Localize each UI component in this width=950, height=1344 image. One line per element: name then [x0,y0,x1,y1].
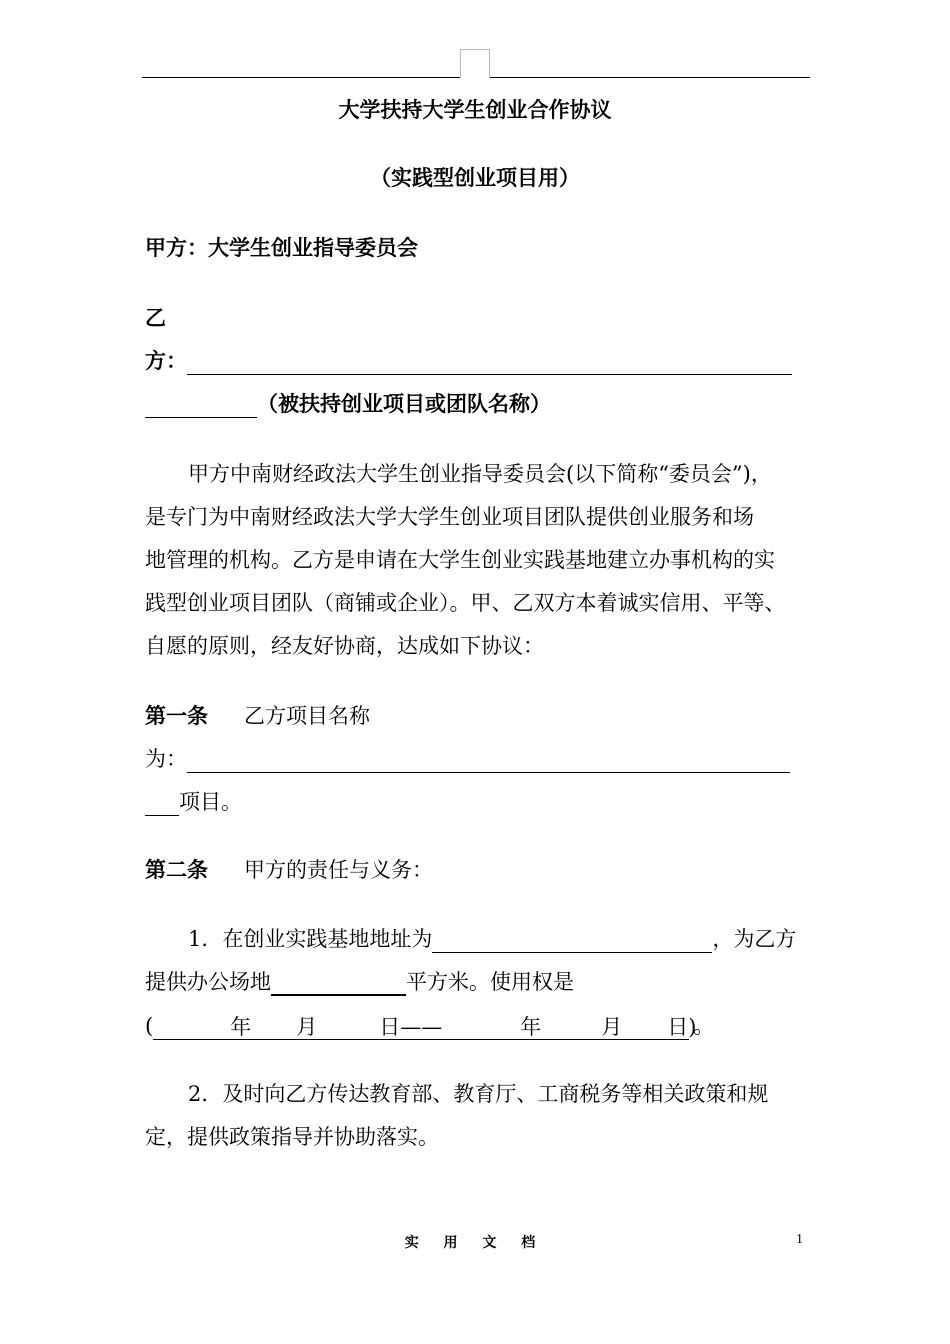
article2-text: 甲方的责任与义务： [244,858,433,882]
party-b-line [145,347,792,375]
address-blank [432,928,712,953]
article1-project-suffix: 项目。 [179,790,242,814]
header-box [460,49,490,78]
item1-text-d: 平方米。使用权是 [406,970,574,994]
item1-line2 [145,968,574,996]
date-month1: 月 [296,1015,318,1039]
date-day2: 日) [667,1015,697,1039]
intro-line-5: 自愿的原则，经友好协商，达成如下协议： [145,634,544,658]
article1-text: 乙方项目名称 [244,704,370,728]
footer-label: 实 用 文 档 [404,1235,546,1251]
article1-line [145,702,370,730]
project-name-blank [187,748,790,773]
date-month2: 月 [601,1015,623,1039]
date-open: ( [145,1014,154,1038]
item1-text-a: 1．在创业实践基地地址为 [188,927,433,951]
date-range-blank [153,1015,697,1040]
item2-line1: 2．及时向乙方传达教育部、教育厅、工商税务等相关政策和规 [188,1082,769,1106]
article1-for-label: 为： [145,747,187,771]
document-subtitle: （实践型创业项目用） [370,166,580,190]
article1-line3 [145,788,242,816]
intro-line-4: 践型创业项目团队（商铺或企业）。甲、乙双方本着诚实信用、平等、 [145,591,786,615]
intro-line-2: 是专门为中南财经政法大学大学生创业项目团队提供创业服务和场 [145,505,754,529]
party-b-note: （被扶持创业项目或团队名称） [257,392,551,416]
party-b-note-line [145,390,551,418]
item1-line1 [188,925,796,953]
party-a: 甲方：大学生创业指导委员会 [145,236,418,260]
date-close: 。 [693,1014,715,1038]
article1-line2 [145,745,790,773]
item2-line2: 定，提供政策指导并协助落实。 [145,1125,439,1149]
party-b-name-blank [145,393,257,418]
project-name-blank-2 [145,791,179,816]
date-year1: 年 [230,1015,252,1039]
intro-line-1: 甲方中南财经政法大学生创业指导委员会(以下简称“委员会”)， [188,462,772,486]
document-title: 大学扶持大学生创业合作协议 [338,98,612,122]
page-number: 1 [796,1232,803,1247]
date-day1: 日—— [379,1015,443,1039]
date-year2: 年 [520,1015,542,1039]
article1-heading: 第一条 [145,704,208,728]
article2-line [145,856,433,884]
item1-text-c: 提供办公场地 [145,970,271,994]
article2-heading: 第二条 [145,858,208,882]
party-b-label: 方： [145,349,187,373]
intro-line-3: 地管理的机构。乙方是申请在大学生创业实践基地建立办事机构的实 [145,548,775,572]
party-b-blank [187,350,792,375]
item1-date-line [145,1012,714,1040]
party-b-char1: 乙 [145,306,166,330]
area-blank [271,970,406,996]
item1-text-b: ，为乙方 [712,927,797,951]
